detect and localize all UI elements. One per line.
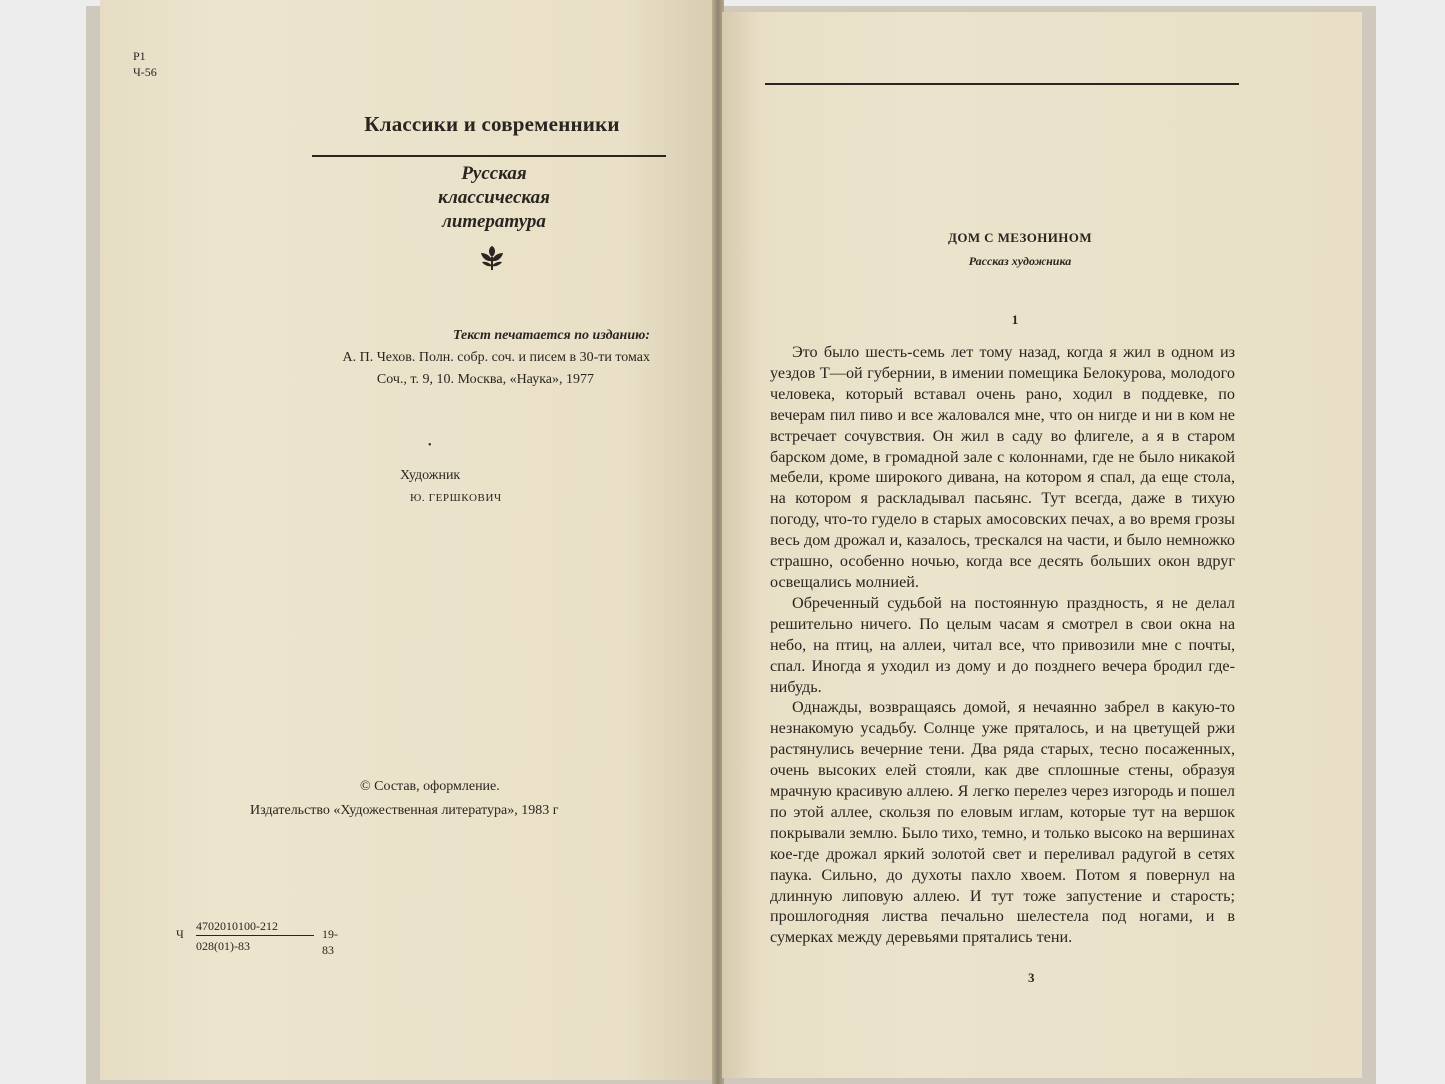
catalog-fraction <box>196 918 314 954</box>
page-number: 3 <box>1028 970 1035 985</box>
subseries-line: классическая <box>438 187 550 208</box>
story-body <box>770 342 1235 948</box>
edition-note <box>240 325 650 391</box>
header-rule <box>765 83 1239 85</box>
subseries-line: Русская <box>461 163 527 184</box>
story-paragraph: Обреченный судьбой на постоянную праздность, я не делал решительно ничего. По целым часам я смотрел в свои окна на небо, на птиц, на аллеи, читал все, что привозили мне с почты, спал. Иногда я уходил из дому и до позднего вечера бродил где-нибудь. <box>770 593 1235 696</box>
catalog-numerator: 4702010100-212 <box>196 919 278 933</box>
story-paragraph: Это было шесть-семь лет тому назад, когда я жил в одном из уездов Т—ой губернии, в имении помещика Белокурова, молодого человека, который вставал очень рано, ходил в поддевке, по вечерам пил пиво и все жаловался мне, что он нигде и ни в ком не встречает сочувствия. Он жил в саду во флигеле, а я в старом барском доме, в громадной зале с колоннами, где не было никакой мебели, кроме широкого дивана, на котором я спал, да еще стола, на котором я раскладывал пасьянс. Тут всегда, даже в тихую погоду, что-то гудело в старых амосовских печах, а во время грозы весь дом дрожал и, казалось, трескался на части, и было немножко страшно, особенно ночью, когда все десять больших окон вдруг освещались молнией. <box>770 343 1235 591</box>
catalog-letter: Ч <box>176 927 184 941</box>
copyright-line: © Состав, оформление. <box>360 779 500 794</box>
left-page <box>100 0 714 1080</box>
series-rule <box>312 155 666 157</box>
copyright-line: Издательство «Художественная литература», 1983 г <box>250 803 559 818</box>
edition-note-line: А. П. Чехов. Полн. собр. соч. и писем в 30-ти томах <box>342 350 650 365</box>
library-code-line: Р1 <box>133 49 146 63</box>
copyright-notice <box>250 775 670 823</box>
chapter-number: 1 <box>1011 312 1019 327</box>
edition-note-lead: Текст печатается по изданию: <box>452 328 650 343</box>
story-paragraph: Однажды, возвращаясь домой, я нечаянно забрел в какую-то незнакомую усадьбу. Солнце уже пряталось, и на цветущей ржи растянулись вечерние тени. Два ряда старых, тесно посаженных, очень высоких елей стояли, как две сплошные стены, образуя мрачную красивую аллею. Я легко перелез через изгородь и пошел по этой аллее, скользя по еловым иглам, которые тут на вершок покрывали землю. Было тихо, темно, и только высоко на вершинах кое-где дрожал яркий золотой свет и переливал радугой в сетях паука. Сильно, до духоты пахло хвоем. Потом я повернул на длинную липовую аллею. И тут тоже запустение и старость; прошлогодняя листва печально шелестела под ногами, и в сумерках между деревьями прятались тени. <box>770 698 1235 947</box>
series-title: Классики и современники <box>364 112 620 136</box>
catalog-year-code: 19-83 <box>322 927 338 957</box>
library-code <box>133 48 157 80</box>
story-title: ДОМ С МЕЗОНИНОМ <box>947 230 1092 245</box>
artist-label: Художник <box>400 468 461 483</box>
leaf-icon <box>479 245 505 271</box>
subseries-line: литература <box>442 211 546 232</box>
catalog-fraction-bar <box>196 935 314 936</box>
artist-name: Ю. ГЕРШКОВИЧ <box>410 492 502 504</box>
story-subtitle: Рассказ художника <box>968 254 1072 268</box>
subseries-title <box>414 162 574 234</box>
bullet-mark: • <box>428 440 432 451</box>
catalog-denominator: 028(01)-83 <box>196 939 250 953</box>
library-code-line: Ч-56 <box>133 65 157 79</box>
edition-note-line: Соч., т. 9, 10. Москва, «Наука», 1977 <box>376 372 594 387</box>
